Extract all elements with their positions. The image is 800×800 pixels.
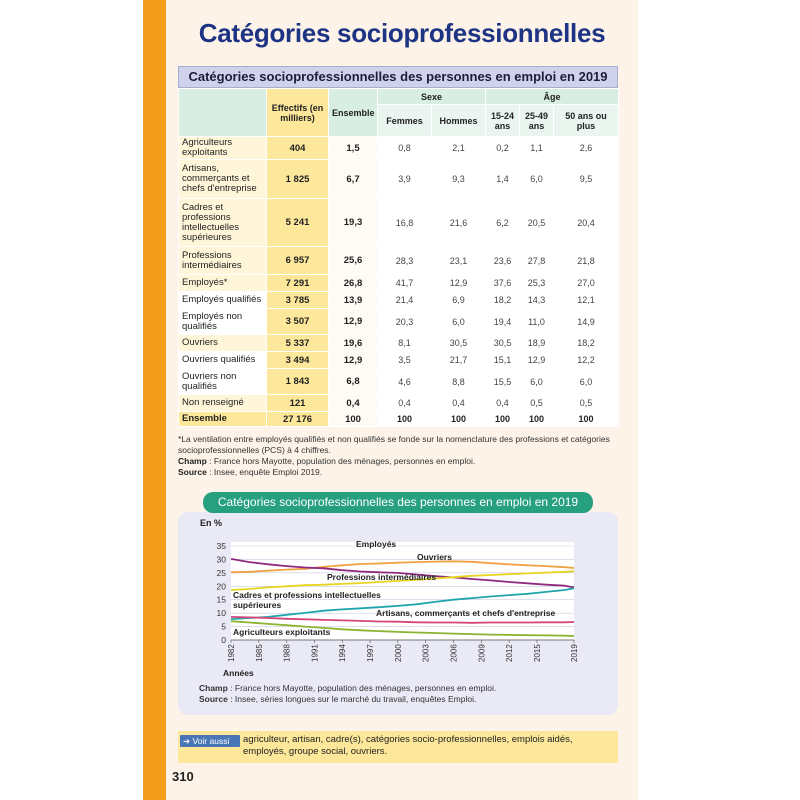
- y-tick-label: 35: [216, 541, 226, 551]
- table-row: [179, 160, 619, 199]
- table-champ: Champ : France hors Mayotte, population des ménages, personnes en emploi.: [178, 456, 476, 466]
- header-age: Âge: [486, 89, 619, 105]
- header-hommes: Hommes: [432, 105, 486, 137]
- y-tick-label: 30: [216, 554, 226, 565]
- table-row: [179, 309, 619, 335]
- series-label-employes: Employés: [356, 539, 397, 549]
- cell-hommes: 6,0: [432, 309, 486, 335]
- cell-a25-49: 11,0: [520, 309, 554, 335]
- cell-a15-24: 30,5: [486, 335, 520, 352]
- table-row: [179, 335, 619, 352]
- table-row: [179, 199, 619, 247]
- cell-femmes: 3,5: [378, 352, 432, 369]
- series-label-agriculteurs: Agriculteurs exploitants: [233, 627, 331, 637]
- row-label: Agriculteurs exploitants: [179, 137, 267, 160]
- cell-hommes: 9,3: [432, 160, 486, 199]
- cell-a50: 12,1: [554, 292, 619, 309]
- cell-hommes: 12,9: [432, 275, 486, 292]
- cell-a25-49: 25,3: [520, 275, 554, 292]
- sidebar-stripe: [143, 0, 166, 800]
- cell-a50: 21,8: [554, 247, 619, 275]
- cell-a15-24: 0,4: [486, 395, 520, 412]
- table-footnote: *La ventilation entre employés qualifiés et non qualifiés se fonde sur la nomenclature des professions et catégories socioprofessionnelles (PCS) à 4 chiffres.: [178, 434, 610, 455]
- cell-a25-49: 1,1: [520, 137, 554, 160]
- header-blank: [179, 89, 267, 137]
- cell-femmes: 4,6: [378, 369, 432, 395]
- row-label: Non renseigné: [179, 395, 267, 412]
- x-tick-label: 2003: [421, 644, 431, 662]
- cell-a15-24: 15,1: [486, 352, 520, 369]
- row-label: Employés*: [179, 275, 267, 292]
- header-femmes: Femmes: [378, 105, 432, 137]
- cell-hommes: 0,4: [432, 395, 486, 412]
- cell-a15-24: 15,5: [486, 369, 520, 395]
- cell-ensemble: 25,6: [329, 247, 378, 275]
- cell-hommes: 21,7: [432, 352, 486, 369]
- cell-femmes: 8,1: [378, 335, 432, 352]
- chart-source: Source : Insee, séries longues sur le marché du travail, enquêtes Emploi.: [199, 694, 477, 704]
- cell-a50: 100: [554, 412, 619, 427]
- cell-hommes: 100: [432, 412, 486, 427]
- cell-a25-49: 12,9: [520, 352, 554, 369]
- series-label-artisans: Artisans, commerçants et chefs d'entreprise: [376, 608, 556, 618]
- y-tick-label: 10: [216, 608, 226, 619]
- cell-femmes: 21,4: [378, 292, 432, 309]
- cell-a50: 0,5: [554, 395, 619, 412]
- cell-a25-49: 14,3: [520, 292, 554, 309]
- cell-femmes: 0,8: [378, 137, 432, 160]
- x-tick-label: 1994: [338, 644, 348, 662]
- cell-effectifs: 404: [267, 137, 329, 160]
- cell-a15-24: 18,2: [486, 292, 520, 309]
- cell-effectifs: 1 843: [267, 369, 329, 395]
- row-label: Ensemble: [179, 412, 267, 427]
- row-label: Ouvriers: [179, 335, 267, 352]
- cell-ensemble: 6,7: [329, 160, 378, 199]
- cell-effectifs: 3 494: [267, 352, 329, 369]
- cell-ensemble: 19,6: [329, 335, 378, 352]
- x-tick-label: 1985: [254, 644, 264, 662]
- cell-femmes: 100: [378, 412, 432, 427]
- chart-ylabel: En %: [200, 518, 223, 528]
- x-tick-label: 2000: [393, 644, 403, 662]
- cell-a25-49: 6,0: [520, 160, 554, 199]
- cell-a25-49: 20,5: [520, 199, 554, 247]
- cell-a15-24: 6,2: [486, 199, 520, 247]
- statistics-table: [178, 88, 619, 427]
- cell-ensemble: 0,4: [329, 395, 378, 412]
- cell-femmes: 20,3: [378, 309, 432, 335]
- cell-ensemble: 19,3: [329, 199, 378, 247]
- cell-a50: 27,0: [554, 275, 619, 292]
- page-number: 310: [172, 769, 194, 784]
- cell-a15-24: 100: [486, 412, 520, 427]
- chart-xlabel: Années: [223, 668, 254, 678]
- header-age-15-24: 15-24 ans: [486, 105, 520, 137]
- cell-effectifs: 5 337: [267, 335, 329, 352]
- cell-ensemble: 26,8: [329, 275, 378, 292]
- chart-title: Catégories socioprofessionnelles des personnes en emploi en 2019: [203, 492, 593, 513]
- cell-effectifs: 1 825: [267, 160, 329, 199]
- cell-a50: 20,4: [554, 199, 619, 247]
- cell-effectifs: 6 957: [267, 247, 329, 275]
- x-tick-label: 2015: [532, 644, 542, 662]
- cell-a15-24: 23,6: [486, 247, 520, 275]
- cell-a25-49: 6,0: [520, 369, 554, 395]
- x-tick-label: 2019: [570, 644, 579, 662]
- cell-femmes: 3,9: [378, 160, 432, 199]
- cell-a50: 2,6: [554, 137, 619, 160]
- table-source: Source : Insee, enquête Emploi 2019.: [178, 467, 323, 477]
- cell-effectifs: 5 241: [267, 199, 329, 247]
- row-label: Employés non qualifiés: [179, 309, 267, 335]
- y-tick-label: 15: [216, 594, 226, 605]
- table-row: [179, 292, 619, 309]
- see-also-button[interactable]: ➜ Voir aussi: [180, 735, 240, 747]
- table-row: [179, 275, 619, 292]
- series-label-prof-int: Professions intermédiaires: [327, 572, 437, 582]
- row-label: Professions intermédiaires: [179, 247, 267, 275]
- y-tick-label: 20: [216, 581, 226, 592]
- cell-ensemble: 1,5: [329, 137, 378, 160]
- row-label: Ouvriers non qualifiés: [179, 369, 267, 395]
- series-label-cadres-1: Cadres et professions intellectuelles: [233, 590, 381, 600]
- cell-hommes: 21,6: [432, 199, 486, 247]
- cell-a15-24: 19,4: [486, 309, 520, 335]
- cell-ensemble: 12,9: [329, 309, 378, 335]
- cell-a25-49: 0,5: [520, 395, 554, 412]
- cell-a15-24: 1,4: [486, 160, 520, 199]
- table-caption: Catégories socioprofessionnelles des personnes en emploi en 2019: [178, 66, 618, 88]
- cell-ensemble: 100: [329, 412, 378, 427]
- cell-hommes: 6,9: [432, 292, 486, 309]
- x-tick-label: 1982: [227, 644, 236, 662]
- cell-ensemble: 13,9: [329, 292, 378, 309]
- cell-a15-24: 37,6: [486, 275, 520, 292]
- cell-hommes: 30,5: [432, 335, 486, 352]
- table-row: [179, 247, 619, 275]
- header-age-25-49: 25-49 ans: [520, 105, 554, 137]
- y-tick-label: 0: [221, 635, 226, 645]
- cell-femmes: 41,7: [378, 275, 432, 292]
- row-label: Artisans, commerçants et chefs d'entreprise: [179, 160, 267, 199]
- y-tick-label: 25: [216, 567, 226, 578]
- table-row: [179, 395, 619, 412]
- x-tick-label: 1997: [366, 644, 376, 662]
- row-label: Employés qualifiés: [179, 292, 267, 309]
- cell-effectifs: 27 176: [267, 412, 329, 427]
- series-label-ouvriers: Ouvriers: [417, 552, 452, 562]
- series-label-cadres-2: supérieures: [233, 600, 282, 610]
- cell-ensemble: 6,8: [329, 369, 378, 395]
- cell-a15-24: 0,2: [486, 137, 520, 160]
- cell-a50: 12,2: [554, 352, 619, 369]
- table-row: [179, 369, 619, 395]
- page-title: Catégories socioprofessionnelles: [198, 18, 606, 48]
- x-tick-label: 2012: [505, 644, 515, 662]
- cell-ensemble: 12,9: [329, 352, 378, 369]
- cell-femmes: 0,4: [378, 395, 432, 412]
- row-label: Cadres et professions intellectuelles supérieures: [179, 199, 267, 247]
- cell-femmes: 28,3: [378, 247, 432, 275]
- cell-a50: 6,0: [554, 369, 619, 395]
- cell-a50: 9,5: [554, 160, 619, 199]
- cell-a50: 14,9: [554, 309, 619, 335]
- cell-a50: 18,2: [554, 335, 619, 352]
- x-tick-label: 1988: [282, 644, 292, 662]
- header-sexe: Sexe: [378, 89, 486, 105]
- table-row: [179, 412, 619, 427]
- header-ensemble: Ensemble: [329, 89, 378, 137]
- cell-a25-49: 18,9: [520, 335, 554, 352]
- cell-effectifs: 3 785: [267, 292, 329, 309]
- cell-a25-49: 100: [520, 412, 554, 427]
- chart-champ: Champ : France hors Mayotte, population des ménages, personnes en emploi.: [199, 683, 497, 693]
- cell-effectifs: 3 507: [267, 309, 329, 335]
- y-tick-label: 5: [221, 621, 226, 632]
- x-tick-label: 1991: [310, 644, 320, 662]
- chart-notes: [199, 683, 599, 705]
- x-tick-label: 2006: [449, 644, 459, 662]
- cell-hommes: 2,1: [432, 137, 486, 160]
- row-label: Ouvriers qualifiés: [179, 352, 267, 369]
- x-tick-label: 2009: [477, 644, 487, 662]
- cell-femmes: 16,8: [378, 199, 432, 247]
- cell-effectifs: 7 291: [267, 275, 329, 292]
- header-effectifs: Effectifs (en milliers): [267, 89, 329, 137]
- table-row: [179, 137, 619, 160]
- table-notes: [178, 434, 618, 478]
- cell-a25-49: 27,8: [520, 247, 554, 275]
- cell-effectifs: 121: [267, 395, 329, 412]
- header-age-50-plus: 50 ans ou plus: [554, 105, 619, 137]
- table-row: [179, 352, 619, 369]
- cell-hommes: 23,1: [432, 247, 486, 275]
- cell-hommes: 8,8: [432, 369, 486, 395]
- see-also-text: agriculteur, artisan, cadre(s), catégories socio-professionnelles, emplois aidés, employés, groupe social, ouvriers.: [243, 734, 573, 757]
